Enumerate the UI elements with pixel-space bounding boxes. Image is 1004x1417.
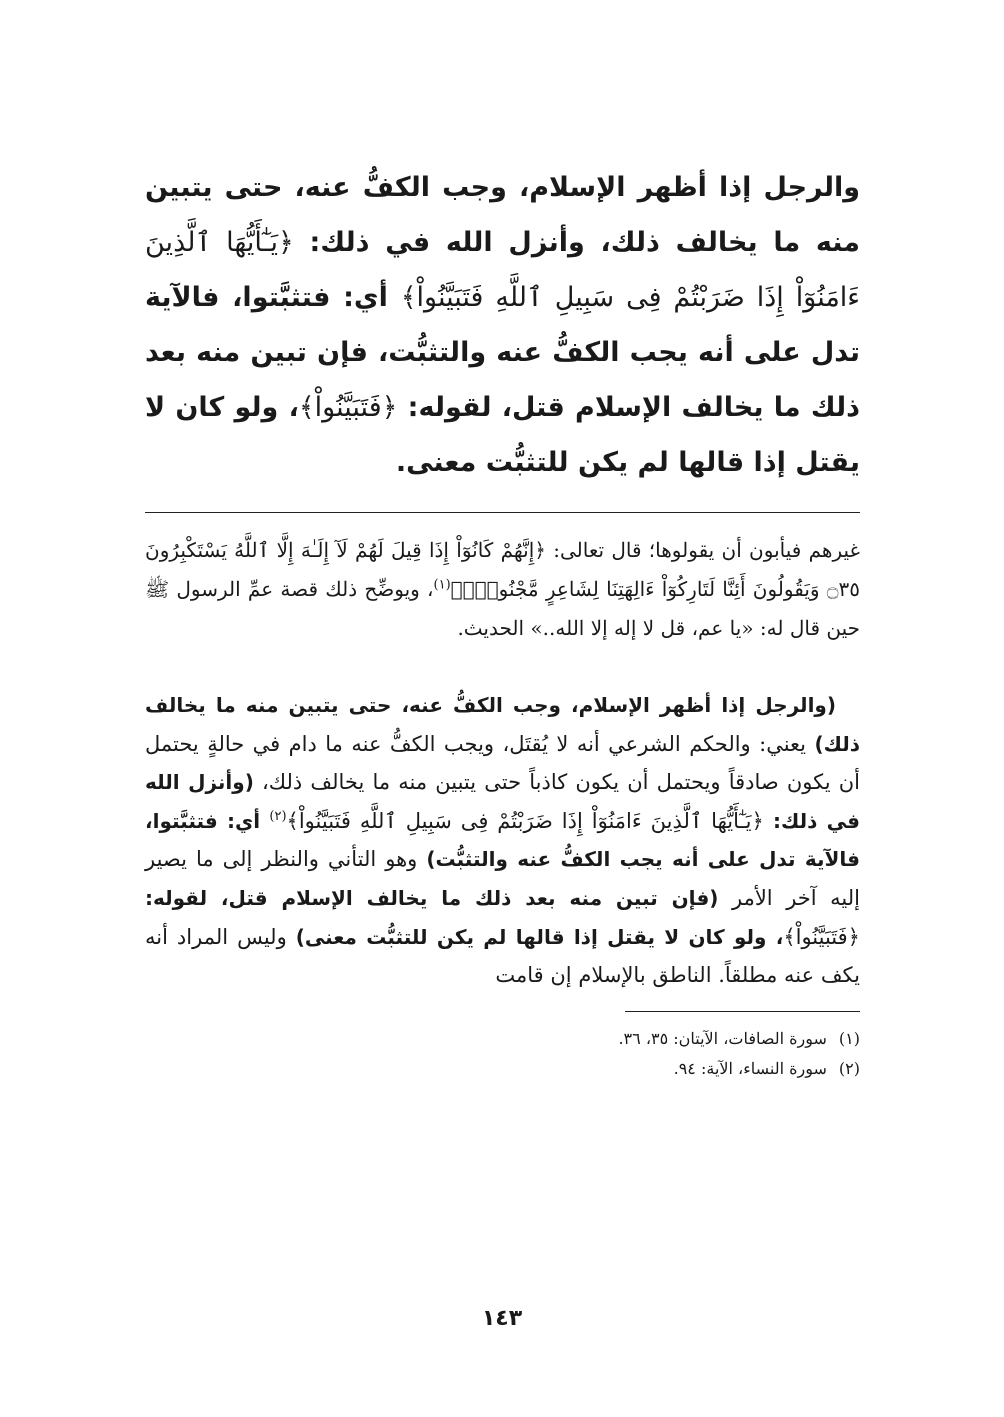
page-number: ١٤٣ [481,1306,523,1331]
matn-separator [145,512,860,513]
matn-part-3: ، ولو كان لا يقتل إذا قالها لم يكن للتثبُّت معنى. [145,392,860,478]
footnote-separator [625,1011,860,1012]
carryover-text [145,531,860,648]
footnote-text: سورة الصافات، الآيتان: ٣٥، ٣٦. [618,1028,827,1048]
commentary-quran-verse-2: ﴿فَتَبَيَّنُواْ﴾ [783,924,860,949]
footnote-number: (١) [838,1028,860,1048]
carryover-quran-verse: ﴿إِنَّهُمْ كَانُوٓاْ إِذَا قِيلَ لَهُمْ لَآ إِلَـٰهَ إِلَّا ٱللَّهُ يَسْتَكْبِرُونَ ۝٣٥ وَيَقُولُونَ أَئِنَّا لَتَارِكُوٓاْ ءَالِهَتِنَا لِشَاعِرٍ مَّجْنُونٍۭ﴾ [145,538,860,601]
commentary-bold-2: (وأنزل الله في ذلك: [145,770,860,833]
commentary-bold-5: ، ولو كان لا يقتل إذا قالها لم يكن للتثبُّت معنى) [295,924,784,949]
commentary-text-3: وليس المراد أنه يكف عنه مطلقاً. الناطق بالإسلام إن قامت [145,924,860,988]
commentary-bold-3: أي: فتثبَّتوا، فالآية تدل على أنه يجب الكفُّ عنه والتثبُّت) [145,808,860,872]
footnote-text: سورة النساء، الآية: ٩٤. [673,1058,827,1078]
commentary-paragraph [145,686,860,995]
footnote-number: (٢) [838,1058,860,1078]
commentary-text-1: يعني: والحكم الشرعي أنه لا يُقتَل، ويجب الكفُّ عنه ما دام في حالةٍ يحتمل أن يكون صادقاً ويحتمل أن يكون كاذباً حتى يتبين منه ما يخالف ذلك، [145,731,861,795]
carryover-part-1: غيرهم فيأبون أن يقولوها؛ قال تعالى: [545,538,860,562]
footnote-1 [145,1024,860,1054]
commentary-bold-4: (فإن تبين منه بعد ذلك ما يخالف الإسلام قتل، لقوله: [145,885,719,910]
footnotes [145,1024,860,1084]
commentary-bold-1: (والرجل إذا أظهر الإسلام، وجب الكفُّ عنه، حتى يتبين منه ما يخالف ذلك) [145,693,860,756]
commentary-text-2: وهو التأني والنظر إلى ما يصير إليه آخر الأمر [145,847,861,910]
matn-quran-verse-1: ﴿يَـٰٓأَيُّهَا ٱلَّذِينَ ءَامَنُوٓاْ إِذَا ضَرَبْتُمْ فِى سَبِيلِ ٱللَّهِ فَتَبَيَّنُواْ﴾ [145,227,860,313]
matn-quran-verse-2: ﴿فَتَبَيَّنُواْ﴾ [298,392,398,423]
commentary-quran-verse-1: ﴿يَـٰٓأَيُّهَا ٱلَّذِينَ ءَامَنُوٓاْ إِذَا ضَرَبْتُمْ فِى سَبِيلِ ٱللَّهِ فَتَبَيَّنُواْ﴾ [286,808,764,833]
carryover-part-2: ، ويوضِّح ذلك قصة عمِّ الرسول ﷺ حين قال له: «يا عم، قل لا إله إلا الله..» الحديث. [145,577,860,640]
footnote-ref-1[interactable]: (١) [433,577,451,593]
commentary [145,686,860,995]
footnote-2 [145,1054,860,1084]
matn-part-1: والرجل إذا أظهر الإسلام، وجب الكفُّ عنه، حتى يتبين منه ما يخالف ذلك، وأنزل الله في ذلك: [145,172,861,258]
book-page [145,160,860,1084]
footnote-ref-2[interactable]: (٢) [269,808,287,824]
matn-text [145,160,860,490]
matn-part-2: أي: فتثبَّتوا، فالآية تدل على أنه يجب الكفُّ عنه والتثبُّت، فإن تبين منه بعد ذلك ما يخالف الإسلام قتل، لقوله: [145,282,861,423]
